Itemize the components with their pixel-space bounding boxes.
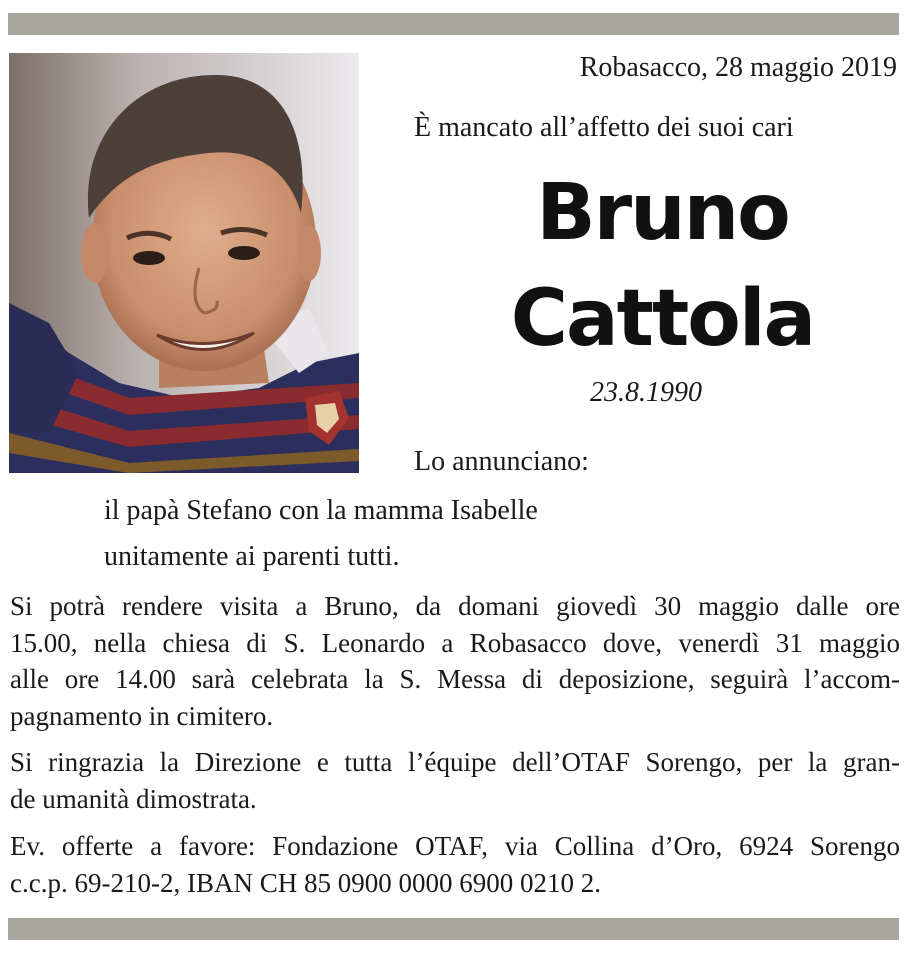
paragraph-line: c.c.p. 69-210-2, IBAN CH 85 0900 0000 6900 0210 2.: [10, 867, 601, 898]
last-name: Cattola: [510, 274, 815, 364]
family-line-2: unitamente ai parenti tutti.: [104, 541, 400, 572]
donations-paragraph: [10, 828, 900, 901]
paragraph-line: alle ore 14.00 sarà celebrata la S. Messa di deposizione, seguirà l’accom-: [10, 664, 900, 694]
paragraph-line: Si potrà rendere visita a Bruno, da domani giovedì 30 maggio dalle ore: [10, 591, 900, 621]
birth-date: 23.8.1990: [590, 377, 702, 408]
paragraph-line: 15.00, nella chiesa di S. Leonardo a Robasacco dove, venerdì 31 maggio: [10, 627, 900, 658]
bottom-divider-bar: [8, 918, 899, 940]
paragraph-line: Si ringrazia la Direzione e tutta l’équipe dell’OTAF Sorengo, per la gran-: [10, 747, 900, 777]
intro-text: È mancato all’affetto dei suoi cari: [414, 112, 794, 143]
paragraph-line: de umanità dimostrata.: [10, 783, 257, 814]
announcement-label: Lo annunciano:: [414, 446, 589, 477]
paragraph-line: Ev. offerte a favore: Fondazione OTAF, via Collina d’Oro, 6924 Sorengo: [10, 831, 900, 861]
paragraph-line: pagnamento in cimitero.: [10, 700, 274, 731]
deceased-photo: [9, 53, 359, 473]
top-divider-bar: [8, 13, 899, 35]
family-line-1: il papà Stefano con la mamma Isabelle: [104, 495, 538, 526]
first-name: Bruno: [536, 168, 789, 258]
visitation-paragraph: [10, 588, 900, 734]
place-and-date: Robasacco, 28 maggio 2019: [579, 52, 897, 83]
thanks-paragraph: [10, 744, 900, 817]
